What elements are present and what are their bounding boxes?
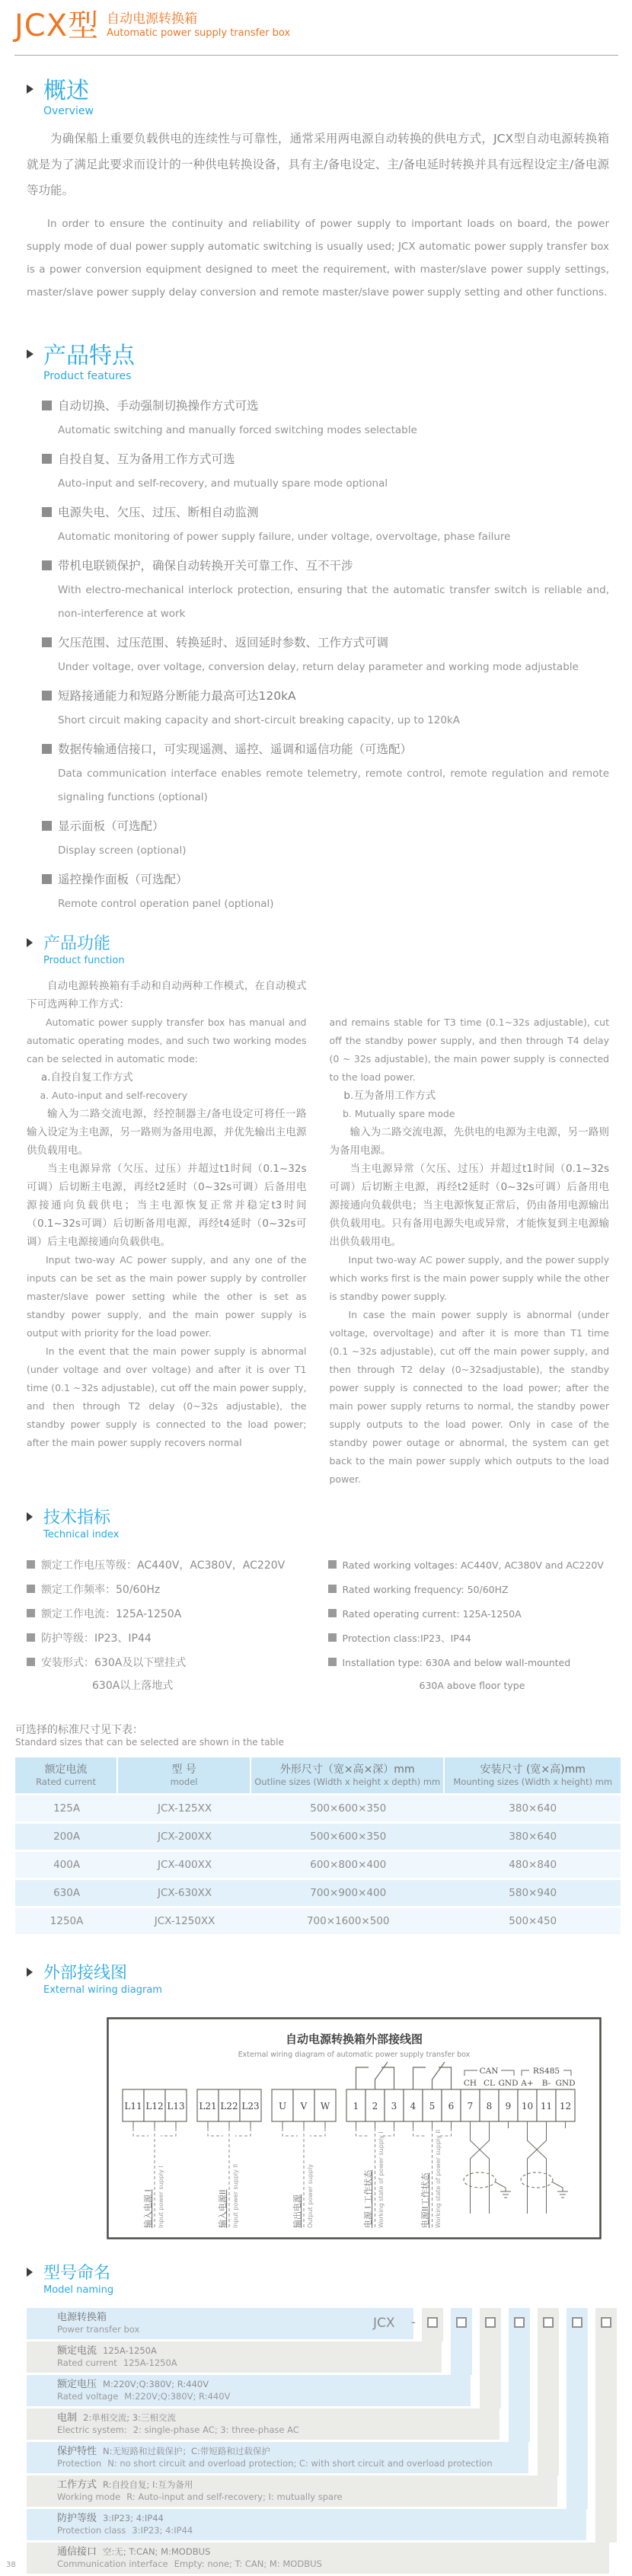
section-marker-icon bbox=[27, 350, 34, 359]
section-marker-icon bbox=[27, 938, 33, 947]
table-row: 400A JCX-400XX 600×800×400 480×840 bbox=[15, 1852, 621, 1878]
section-marker-icon bbox=[27, 2268, 33, 2277]
rs485-label: RS485 bbox=[532, 2067, 560, 2076]
bullet-square-icon bbox=[328, 1560, 337, 1569]
svg-text:Input power supply I: Input power supply I bbox=[158, 2166, 164, 2228]
model-digit-box bbox=[485, 2317, 496, 2328]
wiring-title-en: External wiring diagram bbox=[43, 1984, 162, 1996]
model-digit-box bbox=[543, 2317, 554, 2328]
standard-sizes-table bbox=[15, 1755, 621, 1936]
svg-text:W: W bbox=[320, 2101, 330, 2112]
table-row: 630A JCX-630XX 700×900×400 580×940 bbox=[15, 1880, 621, 1906]
bullet-square-icon bbox=[42, 454, 52, 464]
product-title-zh: 自动电源转换箱 bbox=[107, 11, 198, 27]
table-row: 1250A JCX-1250XX 700×1600×500 500×450 bbox=[15, 1908, 621, 1934]
svg-text:6: 6 bbox=[448, 2101, 455, 2112]
svg-text:7: 7 bbox=[467, 2101, 474, 2112]
section-marker-icon bbox=[27, 1512, 33, 1521]
bullet-square-icon bbox=[42, 821, 52, 831]
ladder-row: 额定电压 M:220V;Q:380V; R:440V Rated voltage M:220V;Q:380V; R:440V bbox=[27, 2375, 471, 2406]
svg-text:12: 12 bbox=[559, 2101, 572, 2112]
section-marker-icon bbox=[27, 85, 34, 94]
pin-gnd-can: GND bbox=[498, 2079, 519, 2088]
svg-text:Output power supply: Output power supply bbox=[307, 2164, 314, 2228]
bullet-square-icon bbox=[27, 1585, 35, 1593]
svg-text:9: 9 bbox=[505, 2101, 512, 2112]
pin-cl: CL bbox=[483, 2079, 496, 2088]
pin-ch: CH bbox=[463, 2079, 477, 2088]
product-title-en: Automatic power supply transfer box bbox=[107, 27, 291, 39]
model-digit-box bbox=[456, 2317, 467, 2328]
bullet-square-icon bbox=[328, 1585, 337, 1593]
model-digit-box bbox=[427, 2317, 438, 2328]
section-overview bbox=[27, 78, 609, 118]
function-title-en: Product function bbox=[43, 955, 125, 966]
svg-text:输出电源: 输出电源 bbox=[292, 2195, 302, 2228]
naming-title-zh: 型号命名 bbox=[43, 2264, 111, 2283]
function-title-zh: 产品功能 bbox=[43, 934, 111, 953]
tech-columns bbox=[27, 1554, 609, 1696]
function-right-column: and remains stable for T3 time (0.1~32s adjustable), cut off the standby power supply, and then through T4 delay (0 ~ 32s adjustable), the main power supply is connected to the load power. b.互为备用工作方式 b. Mutually spare mode 输入为二路交流电源，先供电的电源为主电源，另一路则为备用电源。 当主电源异常（欠压、过压）并超过t1时间（0.1~32s可调）后切断主电源，再经t2延时（0~32s可调）后备用电源接通向负载供电；当主电源恢复正常后，仍由备用电源输出供负载用电。只有备用电源失电或异常，才能恢复到主电源输出供负载用电。 Input two-way AC power supply, and the power supply which works first is the main power supply while the other is standby power supply. In case the main power supply is abnormal (under voltage, overvoltage) and after it is more than T1 time (0.1 ~32s adjustable), cut off the main power supply, and then through T2 delay (0~32sadjustable), the standby power supply is connected to the load power; after the main power supply returns to normal, the standby power supply outputs to the load power. Only in case of the standby power outage or abnormal, the system can get back to the main power supply which outputs to the load power. bbox=[329, 1017, 609, 1485]
features-title-zh: 产品特点 bbox=[43, 343, 135, 369]
features-list bbox=[27, 394, 609, 916]
wiring-box-title-zh: 自动电源转换箱外部接线图 bbox=[285, 2032, 423, 2046]
feature-item: 显示面板（可选配） Display screen (optional) bbox=[42, 814, 609, 863]
feature-item: 遥控操作面板（可选配） Remote control operation panel (optional) bbox=[42, 867, 609, 916]
naming-title-en: Model naming bbox=[43, 2284, 114, 2296]
ladder-row: 工作方式 R:自投自复; I:互为备用 Working mode R: Auto-input and self-recovery; I: mutually spare bbox=[27, 2475, 557, 2507]
features-title-en: Product features bbox=[43, 370, 132, 382]
section-marker-icon bbox=[27, 1968, 33, 1977]
bullet-square-icon bbox=[42, 401, 52, 410]
wiring-title-zh: 外部接线图 bbox=[43, 1964, 128, 1983]
feature-item: 自投自复、互为备用工作方式可选 Auto-input and self-recovery, and mutually spare mode optional bbox=[42, 447, 609, 496]
bullet-square-icon bbox=[27, 1609, 35, 1617]
model-digit-box bbox=[514, 2317, 525, 2328]
svg-text:输入电源II: 输入电源II bbox=[218, 2189, 228, 2228]
svg-text:Working state of power supply: Working state of power supply II bbox=[435, 2129, 442, 2228]
pin-b-minus: B- bbox=[541, 2079, 551, 2088]
function-columns bbox=[27, 977, 609, 1489]
feature-item: 带机电联锁保护，确保自动转换开关可靠工作、互不干涉 With electro-mechanical interlock protection, ensuring that the automatic transfer switch is reliable and, non-interference at work bbox=[42, 554, 609, 626]
svg-text:L13: L13 bbox=[167, 2101, 185, 2112]
svg-text:L11: L11 bbox=[124, 2101, 142, 2112]
section-model-naming bbox=[27, 2264, 609, 2297]
pin-gnd-rs: GND bbox=[555, 2079, 576, 2088]
function-left-column: 自动电源转换箱有手动和自动两种工作模式，在自动模式下可选两种工作方式： Automatic power supply transfer box has manual and automatic operating modes, and such two working modes can be selected in automatic mode: a.自投自复工作方式 a. Auto-input and self-recovery 输入为二路交流电源，经控制器主/备电设定可将任一路输入设定为主电源，另一路则为备用电源，并优先输出主电源供负载用电。 当主电源异常（欠压、过压）并超过t1时间（0.1~32s可调）后切断主电源，再经t2延时（0~32s可调）后备用电源接通向负载供电；当主电源恢复正常并稳定t3时间（0.1~32s可调）后切断备用电源，再经t4延时（0~32s可调）后主电源接通向负载供电。 Input two-way AC power supply, and any one of the inputs can be set as the main power supply by controller master/slave power setting while the other is set as standby power supply, and the main power supply is output with priority for the load power. In the event that the main power supply is abnormal (under voltage and over voltage) and after it is over T1 time (0.1 ~32s adjustable), cut off the main power supply, and then through T2 delay (0~32s adjustable), the standby power supply is connected to the load power; after the main power supply recovers normal bbox=[27, 980, 307, 1448]
table-row: 200A JCX-200XX 500×600×350 380×640 bbox=[15, 1824, 621, 1850]
svg-text:Working state of power supply: Working state of power supply I bbox=[378, 2131, 385, 2228]
svg-text:4: 4 bbox=[410, 2101, 417, 2112]
section-technical-index bbox=[27, 1508, 609, 1542]
model-prefix: JCX bbox=[373, 2316, 395, 2331]
bullet-square-icon bbox=[27, 1658, 35, 1666]
page-number: 38 bbox=[6, 2561, 16, 2569]
ladder-strip bbox=[567, 2308, 588, 2509]
tech-right-column: Rated working voltages: AC440V, AC380V and AC220V Rated working frequency: 50/60HZ Rated operating current: 125A-1250A Protection class:IP23、IP44 Installation type: 630A and below wall-mounted 630A above floor type bbox=[328, 1554, 610, 1696]
ladder-row: 通信接口 空:无; T:CAN; M:MODBUS Communication interface Empty: none; T: CAN; M: MODBUS bbox=[27, 2542, 609, 2574]
feature-item: 电源失电、欠压、过压、断相自动监测 Automatic monitoring of power supply failure, under voltage, overvoltage, phase failure bbox=[42, 500, 609, 549]
table-row: 125A JCX-125XX 500×600×350 380×640 bbox=[15, 1796, 621, 1821]
tech-title-zh: 技术指标 bbox=[43, 1508, 111, 1527]
svg-text:11: 11 bbox=[540, 2101, 553, 2112]
bullet-square-icon bbox=[27, 1633, 35, 1642]
overview-title-en: Overview bbox=[43, 105, 94, 117]
ladder-strip bbox=[595, 2308, 617, 2542]
wiring-diagram bbox=[107, 2017, 609, 2242]
pin-a-plus: A+ bbox=[521, 2079, 534, 2088]
wiring-box-title-en: External wiring diagram of automatic power supply transfer box bbox=[238, 2051, 471, 2059]
model-digit-box bbox=[601, 2317, 611, 2328]
ladder-strip bbox=[509, 2308, 530, 2442]
model-dash: - bbox=[411, 2315, 416, 2329]
bullet-square-icon bbox=[42, 637, 52, 647]
svg-text:电源II工作状态: 电源II工作状态 bbox=[420, 2172, 430, 2228]
product-model: JCX型 bbox=[14, 8, 100, 43]
svg-text:L12: L12 bbox=[145, 2101, 164, 2112]
section-product-function bbox=[27, 934, 609, 968]
svg-text:V: V bbox=[300, 2101, 308, 2112]
section-wiring-diagram bbox=[27, 1964, 609, 1997]
page-header bbox=[14, 9, 609, 43]
table-note-zh: 可选择的标准尺寸见下表： bbox=[15, 1724, 143, 1736]
ladder-row: 防护等级 3:IP23; 4:IP44 Protection class 3:IP23; 4:IP44 bbox=[27, 2509, 586, 2540]
table-note-en: Standard sizes that can be selected are shown in the table bbox=[15, 1737, 284, 1748]
feature-item: 欠压范围、过压范围、转换延时、返回延时参数、工作方式可调 Under voltage, over voltage, conversion delay, return delay parameter and working mode adjustable bbox=[42, 630, 609, 679]
bullet-square-icon bbox=[42, 874, 52, 884]
svg-text:L23: L23 bbox=[241, 2101, 260, 2112]
wiring-diagram-svg bbox=[107, 2017, 602, 2239]
ladder-row: 电制 2:单相交流; 3:三相交流 Electric system: 2: single-phase AC; 3: three-phase AC bbox=[27, 2408, 500, 2440]
feature-item: 自动切换、手动强制切换操作方式可选 Automatic switching and manually forced switching modes selectable bbox=[42, 394, 609, 442]
svg-text:3: 3 bbox=[391, 2101, 397, 2112]
ladder-strip bbox=[538, 2308, 559, 2475]
ladder-row: 保护特性 N:无短路和过载保护；C:带短路和过载保护 Protection N: no short circuit and overload protection; C: with short circuit and overload protection bbox=[27, 2442, 528, 2473]
model-digit-box bbox=[572, 2317, 583, 2328]
ladder-row: 额定电流 125A-1250A Rated current 125A-1250A bbox=[27, 2341, 442, 2373]
bullet-square-icon bbox=[328, 1658, 337, 1666]
bullet-square-icon bbox=[42, 560, 52, 570]
svg-text:L21: L21 bbox=[199, 2101, 217, 2112]
bullet-square-icon bbox=[42, 507, 52, 517]
feature-item: 短路接通能力和短路分断能力最高可达120kA Short circuit making capacity and short-circuit breaking capacity, up to 120kA bbox=[42, 684, 609, 733]
svg-text:U: U bbox=[278, 2101, 287, 2112]
tech-left-column: 额定工作电压等级：AC440V，AC380V，AC220V 额定工作频率：50/60Hz 额定工作电流：125A-1250A 防护等级：IP23、IP44 安装形式：630A及以下壁挂式 630A以上落地式 bbox=[27, 1554, 308, 1696]
tech-title-en: Technical index bbox=[43, 1529, 120, 1540]
overview-paragraph-zh: 为确保船上重要负载供电的连续性与可靠性，通常采用两电源自动转换的供电方式，JCX型自动电源转换箱就是为了满足此要求而设计的一种供电转换设备，具有主/备电设定、主/备电延时转换并具有远程设定主/备电源等功能。 bbox=[27, 132, 609, 197]
section-product-features bbox=[27, 343, 609, 383]
svg-text:Input power supply II: Input power supply II bbox=[232, 2163, 239, 2228]
svg-text:2: 2 bbox=[372, 2101, 378, 2112]
svg-text:1: 1 bbox=[353, 2101, 359, 2112]
svg-text:L22: L22 bbox=[220, 2101, 238, 2112]
header-divider bbox=[14, 55, 618, 56]
overview-paragraph-en: In order to ensure the continuity and reliability of power supply to important loads on board, the power supply mode of dual power supply automatic switching is usually used; JCX automatic power supply transfer box is a power conversion equipment designed to meet the requirement, with master/slave power supply settings, master/slave power supply delay conversion and remote master/slave power supply setting and other functions. bbox=[27, 218, 609, 298]
svg-text:电源 I 工作状态: 电源 I 工作状态 bbox=[363, 2169, 373, 2228]
svg-text:输入电源 I: 输入电源 I bbox=[143, 2189, 153, 2228]
bullet-square-icon bbox=[328, 1609, 337, 1617]
model-naming-ladder bbox=[27, 2308, 609, 2574]
feature-item: 数据传输通信接口，可实现遥测、遥控、遥调和遥信功能（可选配） Data communication interface enables remote telemetry, remote control, remote regulation and remote signaling functions (optional) bbox=[42, 737, 609, 809]
svg-text:10: 10 bbox=[521, 2101, 534, 2112]
ladder-row: 电源转换箱 Power transfer box bbox=[27, 2308, 413, 2339]
table-header-row: 额定电流 Rated current 型 号 model 外形尺寸（宽×高×深）mm Outline sizes (Width x height x depth) mm 安装尺寸 (宽×高)mm Mounting sizes (Width x height) mm bbox=[15, 1757, 621, 1793]
svg-text:5: 5 bbox=[429, 2101, 436, 2112]
bullet-square-icon bbox=[42, 691, 52, 701]
svg-text:8: 8 bbox=[486, 2101, 493, 2112]
overview-title-zh: 概述 bbox=[43, 78, 89, 104]
bullet-square-icon bbox=[328, 1633, 337, 1642]
bullet-square-icon bbox=[27, 1560, 35, 1569]
bullet-square-icon bbox=[42, 744, 52, 754]
can-label: CAN bbox=[479, 2067, 499, 2076]
